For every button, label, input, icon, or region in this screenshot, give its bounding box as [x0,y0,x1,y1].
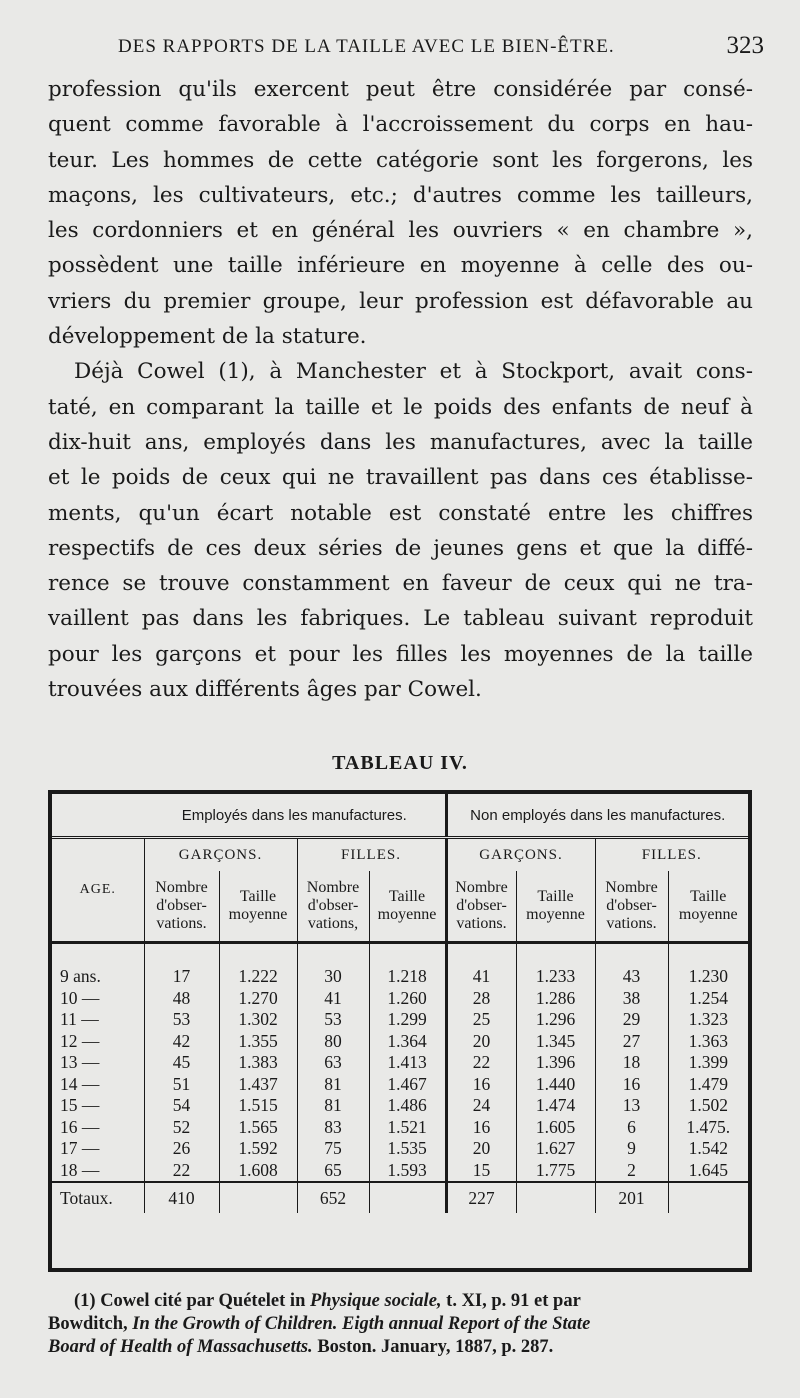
employed-girls-observations: 41 [297,988,369,1010]
text-line: teur. Les hommes de cette catégorie sont les forgerons, les [48,147,753,173]
footnote-line [48,1313,760,1336]
totals-row [52,1182,748,1213]
col-header-observations: Nombre d'obser-vations. [144,871,219,943]
employed-girls-mean-height: 1.299 [369,1009,446,1031]
not-employed-boys-mean-height: 1.474 [516,1095,595,1117]
not-employed-boys-mean-height: 1.627 [516,1138,595,1160]
not-employed-girls-observations: 18 [595,1052,668,1074]
footnote [48,1290,760,1359]
text-line: possèdent une taille inférieure en moyenne à celle des ou- [48,253,753,279]
footnote-italic: Board of Health of Massachusetts. [48,1337,313,1357]
body-text [48,72,753,707]
age-cell: 9 ans. [60,966,101,987]
employed-girls-mean-height: 1.260 [369,988,446,1010]
table-row [52,1052,748,1074]
employed-boys-mean-height: 1.515 [219,1095,297,1117]
not-employed-girls-observations: 9 [595,1138,668,1160]
text-line: vaillent pas dans les fabriques. Le tableau suivant reproduit [48,606,753,632]
cell-empty [369,1182,446,1213]
page-number: 323 [726,32,764,59]
employed-boys-mean-height: 1.565 [219,1117,297,1139]
not-employed-boys-observations: 25 [446,1009,516,1031]
not-employed-boys-mean-height: 1.233 [516,943,595,988]
not-employed-boys-observations: 20 [446,1138,516,1160]
text-line: et le poids de ceux qui ne travaillent pas dans ces établisse- [48,465,753,491]
employed-girls-mean-height: 1.218 [369,943,446,988]
not-employed-boys-observations: 24 [446,1095,516,1117]
sex-header-boys-not-employed: GARÇONS. [446,838,595,872]
footnote-italic: In the Growth of Children. Eigth annual Report of the State [132,1314,591,1334]
employed-boys-observations: 26 [144,1138,219,1160]
table-row [52,1117,748,1139]
age-cell: 12 — [60,1030,100,1051]
col-header-observations: Nombre d'obser-vations. [446,871,516,943]
not-employed-girls-mean-height: 1.645 [668,1160,748,1183]
col-header-mean-height: Taille moyenne [668,871,748,943]
text-line: respectifs de ces deux séries de jeunes gens et que la diffé- [48,535,753,561]
employed-girls-observations: 75 [297,1138,369,1160]
text-line: pour les garçons et pour les filles les moyennes de la taille [48,641,753,667]
not-employed-girls-mean-height: 1.479 [668,1074,748,1096]
table-row [52,1031,748,1053]
not-employed-girls-mean-height: 1.363 [668,1031,748,1053]
cell-empty [516,1182,595,1213]
footnote-line [48,1336,760,1359]
not-employed-boys-observations: 41 [446,943,516,988]
table-row [52,943,748,988]
page-header [48,32,764,66]
employed-boys-observations: 51 [144,1074,219,1096]
age-cell: 14 — [60,1073,100,1094]
text-line: rence se trouve constamment en faveur de ceux qui ne tra- [48,571,753,597]
not-employed-boys-observations: 16 [446,1074,516,1096]
not-employed-boys-mean-height: 1.775 [516,1160,595,1183]
employed-girls-mean-height: 1.467 [369,1074,446,1096]
age-cell: 11 — [60,1009,99,1030]
employed-girls-observations: 81 [297,1095,369,1117]
age-cell: 10 — [60,987,100,1008]
employed-boys-mean-height: 1.302 [219,1009,297,1031]
text-line: trouvées aux différents âges par Cowel. [48,677,482,703]
employed-girls-observations: 81 [297,1074,369,1096]
not-employed-girls-observations: 27 [595,1031,668,1053]
employed-boys-mean-height: 1.383 [219,1052,297,1074]
footnote-text: t. XI, p. 91 et par [441,1291,581,1311]
age-cell: 18 — [60,1159,100,1180]
employed-boys-mean-height: 1.608 [219,1160,297,1183]
employed-girls-observations: 53 [297,1009,369,1031]
not-employed-boys-mean-height: 1.605 [516,1117,595,1139]
employed-boys-observations: 53 [144,1009,219,1031]
footnote-italic: Physique sociale, [309,1291,442,1311]
table-row [52,1074,748,1096]
text-line: quent comme favorable à l'accroissement du corps en hau- [48,112,753,138]
employed-boys-observations: 22 [144,1160,219,1183]
sex-header-girls-not-employed: FILLES. [595,838,748,872]
not-employed-boys-observations: 15 [446,1160,516,1183]
not-employed-girls-observations: 29 [595,1009,668,1031]
footnote-line [48,1290,760,1313]
employed-girls-mean-height: 1.364 [369,1031,446,1053]
not-employed-girls-observations: 13 [595,1095,668,1117]
employed-boys-observations: 48 [144,988,219,1010]
not-employed-girls-mean-height: 1.254 [668,988,748,1010]
text-line: profession qu'ils exercent peut être considérée par consé- [48,77,753,102]
text-line: taté, en comparant la taille et le poids des enfants de neuf à [48,394,753,420]
total-not-employed-boys: 227 [446,1182,516,1213]
text-line: dix-huit ans, employés dans les manufactures, avec la taille [48,429,753,455]
group-header-employed: Employés dans les manufactures. [144,794,446,838]
not-employed-boys-observations: 28 [446,988,516,1010]
not-employed-boys-observations: 20 [446,1031,516,1053]
col-header-mean-height: Taille moyenne [369,871,446,943]
not-employed-boys-mean-height: 1.286 [516,988,595,1010]
text-line: développement de la stature. [48,324,367,350]
sex-header-boys-employed: GARÇONS. [144,838,297,872]
employed-girls-mean-height: 1.593 [369,1160,446,1183]
not-employed-boys-observations: 22 [446,1052,516,1074]
employed-girls-observations: 83 [297,1117,369,1139]
not-employed-girls-observations: 6 [595,1117,668,1139]
employed-boys-observations: 17 [144,943,219,988]
col-header-observations: Nombre d'obser-vations, [297,871,369,943]
footnote-text: Boston. January, 1887, p. 287. [312,1337,554,1357]
total-employed-boys: 410 [144,1182,219,1213]
not-employed-girls-observations: 38 [595,988,668,1010]
age-header: AGE. [52,838,144,943]
total-employed-girls: 652 [297,1182,369,1213]
table-row [52,988,748,1010]
not-employed-boys-observations: 16 [446,1117,516,1139]
age-cell: 17 — [60,1138,100,1159]
text-line: les cordonniers et en général les ouvriers « en chambre », [48,218,753,244]
running-title: DES RAPPORTS DE LA TAILLE AVEC LE BIEN-ÊTRE. [118,36,615,57]
age-cell: 16 — [60,1116,100,1137]
not-employed-girls-mean-height: 1.475. [668,1117,748,1139]
not-employed-girls-mean-height: 1.502 [668,1095,748,1117]
not-employed-boys-mean-height: 1.345 [516,1031,595,1053]
cell-empty [219,1182,297,1213]
employed-girls-mean-height: 1.486 [369,1095,446,1117]
employed-boys-mean-height: 1.222 [219,943,297,988]
employed-boys-observations: 42 [144,1031,219,1053]
table-corner [52,794,144,838]
col-header-mean-height: Taille moyenne [516,871,595,943]
employed-boys-observations: 52 [144,1117,219,1139]
text-line: ments, qu'un écart notable est constaté entre les chiffres [48,500,753,526]
not-employed-boys-mean-height: 1.296 [516,1009,595,1031]
not-employed-girls-observations: 2 [595,1160,668,1183]
age-cell: 15 — [60,1095,100,1116]
employed-girls-observations: 63 [297,1052,369,1074]
table-row [52,1095,748,1117]
not-employed-boys-mean-height: 1.440 [516,1074,595,1096]
employed-girls-observations: 65 [297,1160,369,1183]
text-line: Déjà Cowel (1), à Manchester et à Stockport, avait cons- [74,359,753,385]
col-header-observations: Nombre d'obser-vations. [595,871,668,943]
totals-label: Totaux. [52,1182,144,1213]
not-employed-girls-mean-height: 1.542 [668,1138,748,1160]
employed-boys-mean-height: 1.437 [219,1074,297,1096]
total-not-employed-girls: 201 [595,1182,668,1213]
not-employed-girls-mean-height: 1.323 [668,1009,748,1031]
employed-girls-mean-height: 1.521 [369,1117,446,1139]
not-employed-girls-observations: 43 [595,943,668,988]
employed-boys-observations: 54 [144,1095,219,1117]
sex-header-girls-employed: FILLES. [297,838,446,872]
text-line: maçons, les cultivateurs, etc.; d'autres comme les tailleurs, [48,182,753,208]
not-employed-boys-mean-height: 1.396 [516,1052,595,1074]
employed-boys-mean-height: 1.270 [219,988,297,1010]
table-row [52,1009,748,1031]
employed-girls-observations: 30 [297,943,369,988]
not-employed-girls-mean-height: 1.399 [668,1052,748,1074]
not-employed-girls-observations: 16 [595,1074,668,1096]
table-row [52,1160,748,1183]
data-table [48,790,752,1272]
col-header-mean-height: Taille moyenne [219,871,297,943]
not-employed-girls-mean-height: 1.230 [668,943,748,988]
table-caption: TABLEAU IV. [332,752,468,774]
employed-girls-mean-height: 1.535 [369,1138,446,1160]
footnote-text: (1) Cowel cité par Quételet in [74,1291,310,1311]
employed-boys-mean-height: 1.592 [219,1138,297,1160]
age-cell: 13 — [60,1052,100,1073]
table-row [52,1138,748,1160]
footnote-text: Bowditch, [48,1314,133,1334]
employed-boys-mean-height: 1.355 [219,1031,297,1053]
cell-empty [668,1182,748,1213]
text-line: vriers du premier groupe, leur profession est défavorable au [48,288,753,314]
employed-girls-observations: 80 [297,1031,369,1053]
employed-boys-observations: 45 [144,1052,219,1074]
employed-girls-mean-height: 1.413 [369,1052,446,1074]
group-header-not-employed: Non employés dans les manufactures. [446,794,748,838]
